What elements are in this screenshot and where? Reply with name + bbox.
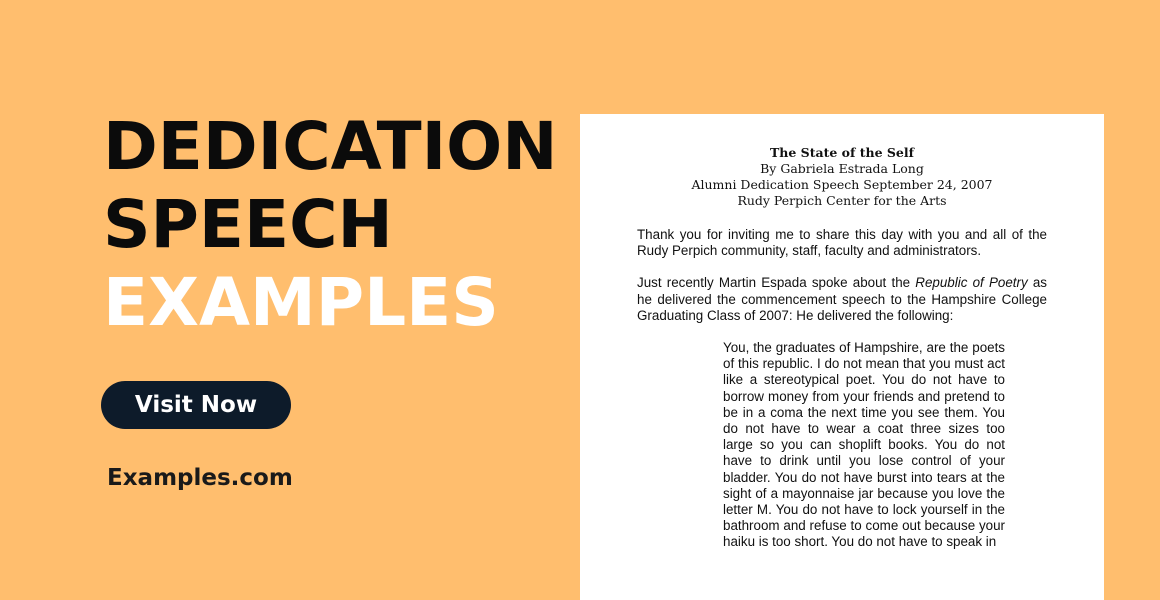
document-block-quote: You, the graduates of Hampshire, are the poets of this republic. I do not mean that you must act like a stereotypical poet. You do not have to borrow money from your friends and pretend to be in a coma the next time you see them. You do not have to wear a coat three sizes too large so you can shoplift books. You do not have to drink until you lose control of your bladder. You do not have burst into tears at the sight of a mayonnaise jar because you love the letter M. You do not have to lock yourself in the bathroom and refuse to come out because your haiku is too short. You do not have to speak in xyxy=(723,340,1005,550)
document-paragraph-2 xyxy=(637,275,1047,324)
document-body xyxy=(637,227,1047,551)
brand-name: Examples.com xyxy=(107,465,293,491)
document-paragraph-1: Thank you for inviting me to share this day with you and all of the Rudy Perpich community, staff, faculty and administrators. xyxy=(637,227,1047,259)
paragraph-2-italic-title: Republic of Poetry xyxy=(915,275,1028,291)
document-title: The State of the Self xyxy=(769,145,914,160)
headline-line-3: EXAMPLES xyxy=(103,264,499,341)
document-event: Alumni Dedication Speech September 24, 2007 xyxy=(691,177,993,192)
headline-line-2: SPEECH xyxy=(103,186,393,263)
headline xyxy=(103,108,558,342)
speech-document-preview xyxy=(580,114,1104,600)
paragraph-2-text-start: Just recently Martin Espada spoke about the xyxy=(637,275,916,291)
document-header xyxy=(637,145,1047,209)
document-byline: By Gabriela Estrada Long xyxy=(760,161,924,176)
visit-now-button[interactable]: Visit Now xyxy=(101,381,291,429)
paragraph-2-text-end: as he delivered the commencement speech to the Hampshire College Graduating Class of 2007: He delivered the following: xyxy=(637,275,1047,323)
document-venue: Rudy Perpich Center for the Arts xyxy=(737,193,947,208)
headline-line-1: DEDICATION xyxy=(103,108,558,185)
